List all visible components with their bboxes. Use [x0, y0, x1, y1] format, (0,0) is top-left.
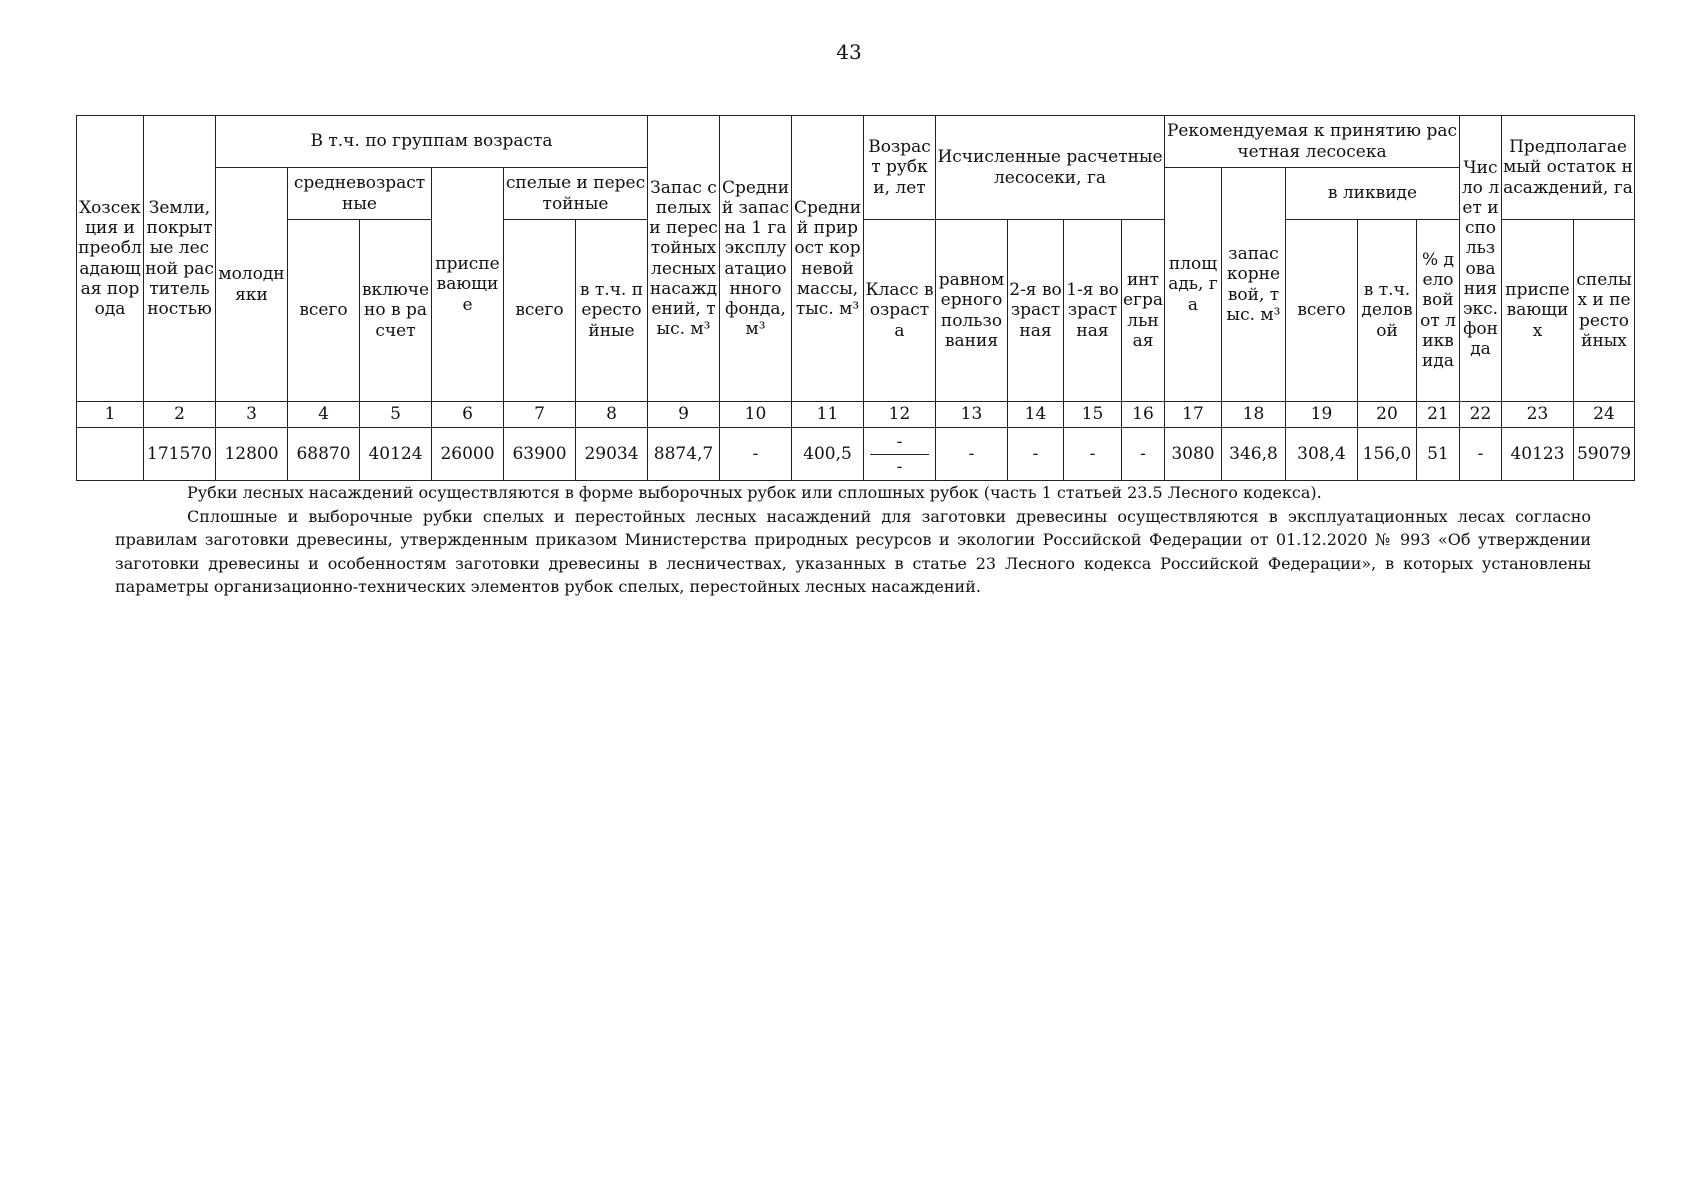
header-c13: равномерного пользования — [936, 220, 1008, 402]
column-number: 24 — [1574, 402, 1635, 428]
header-c14: 2-я возрастная — [1008, 220, 1064, 402]
column-number: 9 — [648, 402, 720, 428]
header-c5: включено в расчет — [360, 220, 432, 402]
cell-c18: 346,8 — [1222, 428, 1286, 481]
column-number: 8 — [576, 402, 648, 428]
cell-c21: 51 — [1417, 428, 1460, 481]
column-number-row — [77, 402, 1635, 428]
header-age-groups: В т.ч. по группам возраста — [216, 116, 648, 168]
note-paragraph: Рубки лесных насаждений осуществляются в форме выборочных рубок или сплошных рубок (часть 1 статьей 23.5 Лесного кодекса). — [187, 483, 1322, 502]
cell-c15: - — [1064, 428, 1122, 481]
cell-c19: 308,4 — [1286, 428, 1358, 481]
cell-c7: 63900 — [504, 428, 576, 481]
table-row — [77, 428, 1635, 481]
cell-c4: 68870 — [288, 428, 360, 481]
header-c2: Земли, покрытые лесной растительностью — [144, 116, 216, 402]
cell-c12-top: - — [870, 430, 929, 455]
header-c12: Класс возраста — [864, 220, 936, 402]
header-c19: всего — [1286, 220, 1358, 402]
header-c8: в т.ч. перестойные — [576, 220, 648, 402]
column-number: 18 — [1222, 402, 1286, 428]
cell-c2: 171570 — [144, 428, 216, 481]
column-number: 13 — [936, 402, 1008, 428]
column-number: 23 — [1502, 402, 1574, 428]
column-number: 21 — [1417, 402, 1460, 428]
column-number: 11 — [792, 402, 864, 428]
cell-c1 — [77, 428, 144, 481]
cell-c11: 400,5 — [792, 428, 864, 481]
header-c20: в т.ч. деловой — [1358, 220, 1417, 402]
header-c10: Средний запас на 1 га эксплуатационного фонда, м³ — [720, 116, 792, 402]
column-number: 12 — [864, 402, 936, 428]
header-c23: приспевающих — [1502, 220, 1574, 402]
column-number: 6 — [432, 402, 504, 428]
header-c16: интегральная — [1122, 220, 1165, 402]
cell-c16: - — [1122, 428, 1165, 481]
column-number: 3 — [216, 402, 288, 428]
cell-c14: - — [1008, 428, 1064, 481]
header-c9: Запас спелых и перестойных лесных насаждений, тыс. м³ — [648, 116, 720, 402]
header-cut-age: Возраст рубки, лет — [864, 116, 936, 220]
cell-c12 — [864, 428, 936, 481]
column-number: 22 — [1460, 402, 1502, 428]
cell-c13: - — [936, 428, 1008, 481]
header-c22: Число лет использования экс. фонда — [1460, 116, 1502, 402]
notes-section — [115, 481, 1591, 599]
header-c18: запас корневой, тыс. м³ — [1222, 168, 1286, 402]
header-c4: всего — [288, 220, 360, 402]
column-number: 4 — [288, 402, 360, 428]
header-c6: приспевающие — [432, 168, 504, 402]
page-number: 43 — [836, 40, 862, 64]
cell-c22: - — [1460, 428, 1502, 481]
note-paragraph: Сплошные и выборочные рубки спелых и перестойных лесных насаждений для заготовки древесины осуществляются в эксплуатационных лесах согласно правилам заготовки древесины, утвержденным приказом Министерства природных ресурсов и экологии Российской Федерации от 01.12.2020 № 993 «Об утверждении заготовки древесины и особенностям заготовки древесины в лесничествах, указанных в статье 23 Лесного кодекса Российской Федерации», в которых установлены параметры организационно-технических элементов рубок спелых, перестойных лесных насаждений. — [115, 506, 1591, 596]
cell-c17: 3080 — [1165, 428, 1222, 481]
column-number: 17 — [1165, 402, 1222, 428]
column-number: 5 — [360, 402, 432, 428]
cell-c10: - — [720, 428, 792, 481]
cell-c24: 59079 — [1574, 428, 1635, 481]
cell-c20: 156,0 — [1358, 428, 1417, 481]
header-c24: спелых и перестойных — [1574, 220, 1635, 402]
header-c1: Хозсекция и преобладающая порода — [77, 116, 144, 402]
cell-c6: 26000 — [432, 428, 504, 481]
column-number: 20 — [1358, 402, 1417, 428]
column-number: 1 — [77, 402, 144, 428]
header-middle-aged: средневозрастные — [288, 168, 432, 220]
column-number: 19 — [1286, 402, 1358, 428]
header-c3: молодняки — [216, 168, 288, 402]
header-recommended: Рекомендуемая к принятию расчетная лесосека — [1165, 116, 1460, 168]
cell-c12-bottom: - — [896, 456, 903, 477]
cell-c23: 40123 — [1502, 428, 1574, 481]
header-c15: 1-я возрастная — [1064, 220, 1122, 402]
header-c17: площадь, га — [1165, 168, 1222, 402]
column-number: 16 — [1122, 402, 1165, 428]
header-c7: всего — [504, 220, 576, 402]
column-number: 14 — [1008, 402, 1064, 428]
column-number: 10 — [720, 402, 792, 428]
column-number: 15 — [1064, 402, 1122, 428]
header-mature: спелые и перестойные — [504, 168, 648, 220]
cell-c8: 29034 — [576, 428, 648, 481]
calculated-cutting-area-table — [76, 115, 1635, 481]
header-remainder: Предполагаемый остаток насаждений, га — [1502, 116, 1635, 220]
cell-c3: 12800 — [216, 428, 288, 481]
column-number: 7 — [504, 402, 576, 428]
header-liquid: в ликвиде — [1286, 168, 1460, 220]
header-c11: Средний прирост корневой массы, тыс. м³ — [792, 116, 864, 402]
header-c21: % деловой от ликвида — [1417, 220, 1460, 402]
column-number: 2 — [144, 402, 216, 428]
cell-c5: 40124 — [360, 428, 432, 481]
cell-c9: 8874,7 — [648, 428, 720, 481]
header-computed-areas: Исчисленные расчетные лесосеки, га — [936, 116, 1165, 220]
